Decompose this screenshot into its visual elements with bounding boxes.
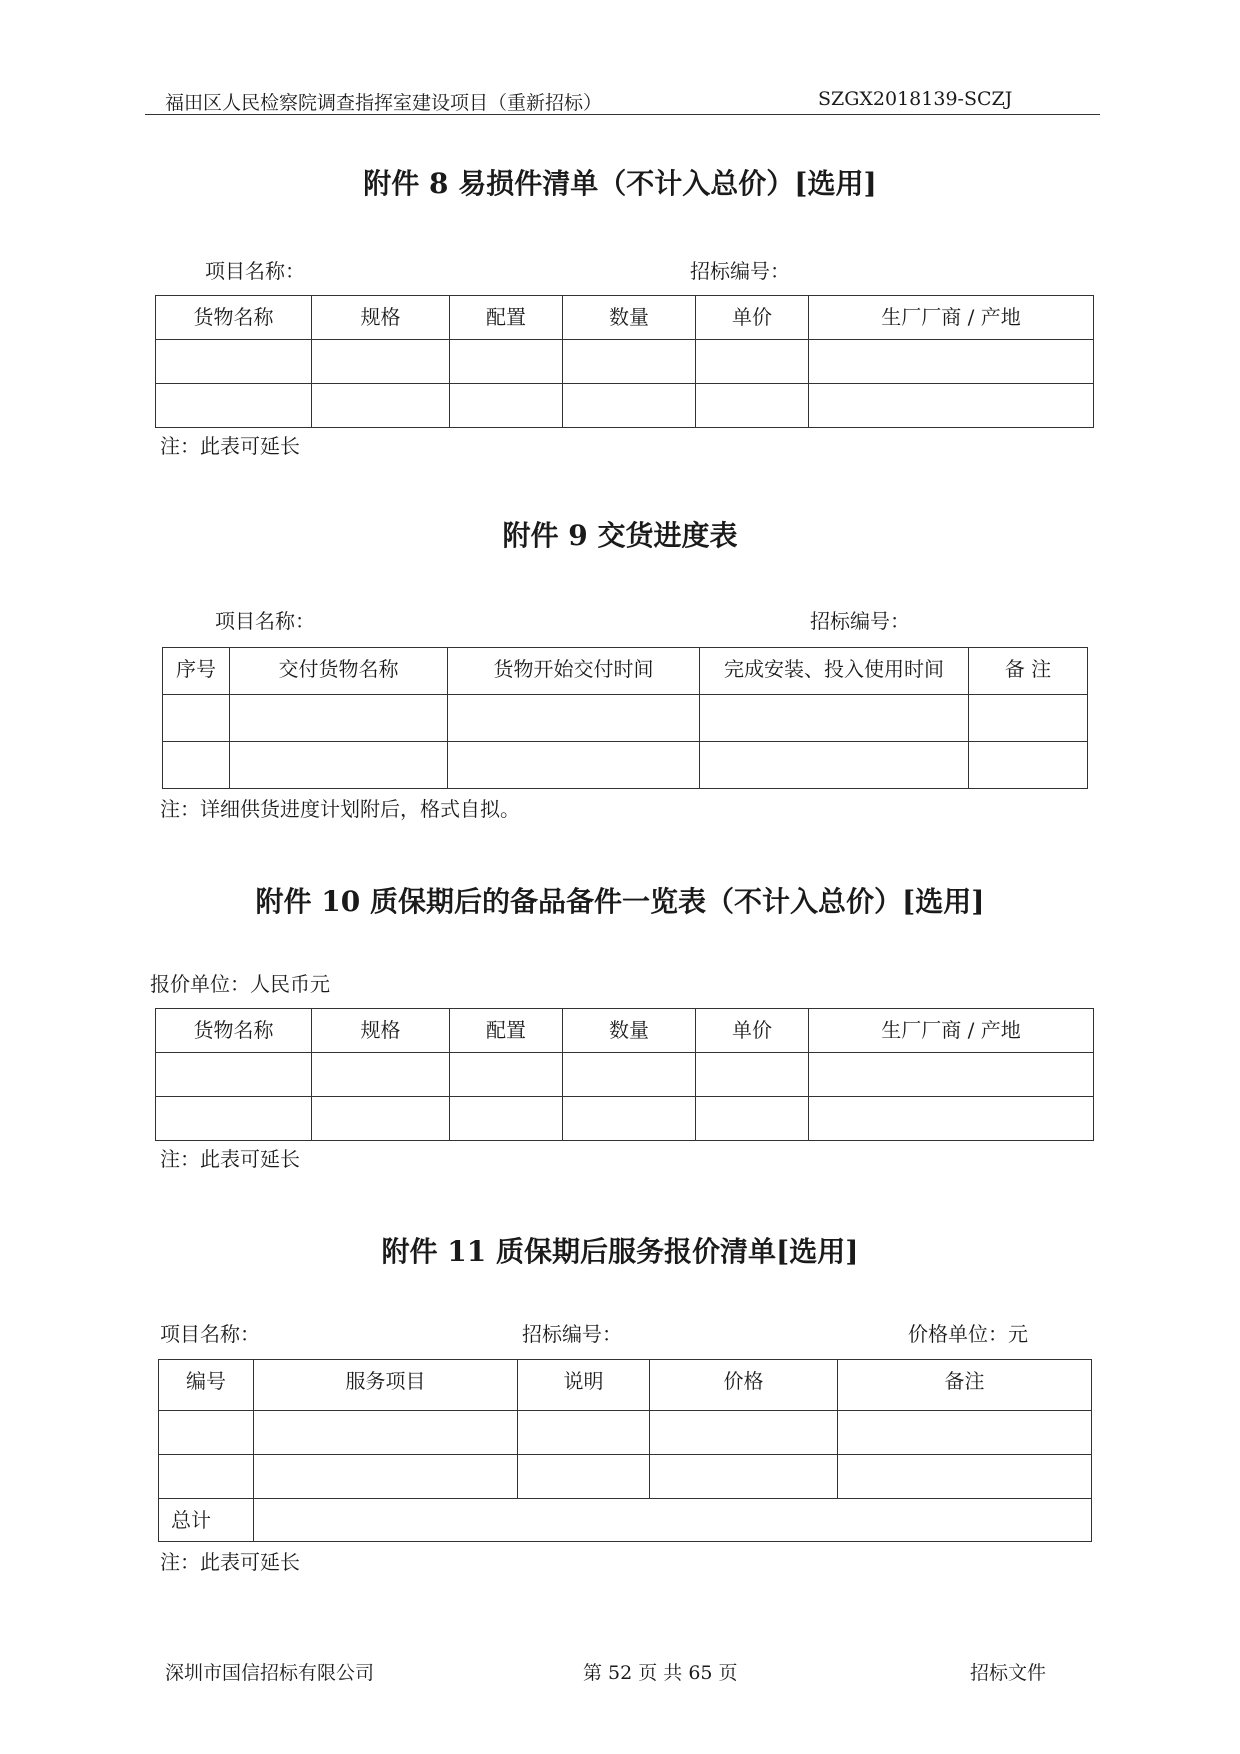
section9-table: [162, 647, 1088, 789]
table-cell[interactable]: [696, 340, 809, 384]
section10-currency-label: 报价单位：人民币元: [150, 972, 330, 996]
table-cell[interactable]: [969, 695, 1088, 742]
header-project-name: 福田区人民检察院调查指挥室建设项目（重新招标）: [165, 92, 603, 114]
section11-price-unit-label: 价格单位：元: [908, 1322, 1028, 1346]
section8-table: [155, 295, 1094, 428]
table-cell[interactable]: [838, 1455, 1092, 1499]
column-header: 服务项目: [254, 1360, 518, 1411]
section8-title: 附件 8 易损件清单（不计入总价）[选用]: [363, 167, 877, 200]
table-cell[interactable]: [230, 742, 448, 789]
footer-page-number: 第 52 页 共 65 页: [583, 1662, 738, 1684]
table-cell[interactable]: [312, 1053, 450, 1097]
table-cell[interactable]: [650, 1411, 838, 1455]
table-cell[interactable]: [700, 695, 969, 742]
table-cell[interactable]: [563, 384, 696, 428]
total-value-cell[interactable]: [254, 1499, 1092, 1542]
table-cell[interactable]: [450, 340, 563, 384]
table-row: [159, 1411, 1092, 1455]
section9-title: 附件 9 交货进度表: [502, 519, 738, 552]
column-header: 序号: [163, 648, 230, 695]
section9-project-label: 项目名称：: [215, 609, 315, 633]
table-cell[interactable]: [448, 695, 700, 742]
table-row: [156, 1097, 1094, 1141]
total-label: 总计: [159, 1499, 254, 1542]
column-header: 价格: [650, 1360, 838, 1411]
total-row: [159, 1499, 1092, 1542]
footer-company: 深圳市国信招标有限公司: [165, 1662, 375, 1684]
column-header: 规格: [312, 296, 450, 340]
table-cell[interactable]: [696, 384, 809, 428]
section9-bid-label: 招标编号：: [810, 609, 910, 633]
table-cell[interactable]: [450, 1053, 563, 1097]
section8-project-label: 项目名称：: [205, 259, 305, 283]
table-cell[interactable]: [838, 1411, 1092, 1455]
section11-table: [158, 1359, 1092, 1542]
table-cell[interactable]: [696, 1097, 809, 1141]
table-cell[interactable]: [156, 1097, 312, 1141]
table-cell[interactable]: [696, 1053, 809, 1097]
table-cell[interactable]: [650, 1455, 838, 1499]
table-cell[interactable]: [254, 1455, 518, 1499]
table-cell[interactable]: [163, 695, 230, 742]
table-cell[interactable]: [809, 340, 1094, 384]
table-cell[interactable]: [156, 384, 312, 428]
table-cell[interactable]: [448, 742, 700, 789]
column-header: 编号: [159, 1360, 254, 1411]
column-header: 配置: [450, 1009, 563, 1053]
table-header-row: [156, 296, 1094, 340]
table-cell[interactable]: [159, 1455, 254, 1499]
table-cell[interactable]: [230, 695, 448, 742]
table-header-row: [156, 1009, 1094, 1053]
table-cell[interactable]: [518, 1455, 650, 1499]
table-row: [163, 695, 1088, 742]
section9-note: 注：详细供货进度计划附后，格式自拟。: [160, 797, 520, 821]
table-header-row: [163, 648, 1088, 695]
table-cell[interactable]: [163, 742, 230, 789]
column-header: 交付货物名称: [230, 648, 448, 695]
table-cell[interactable]: [312, 384, 450, 428]
section8-bid-label: 招标编号：: [690, 259, 790, 283]
table-cell[interactable]: [450, 384, 563, 428]
table-cell[interactable]: [563, 1053, 696, 1097]
table-cell[interactable]: [254, 1411, 518, 1455]
column-header: 说明: [518, 1360, 650, 1411]
footer-doc-type: 招标文件: [970, 1662, 1047, 1684]
table-header-row: [159, 1360, 1092, 1411]
table-row: [159, 1455, 1092, 1499]
table-cell[interactable]: [563, 340, 696, 384]
column-header: 单价: [696, 1009, 809, 1053]
table-cell[interactable]: [156, 1053, 312, 1097]
table-cell[interactable]: [450, 1097, 563, 1141]
column-header: 生厂厂商 / 产地: [809, 296, 1094, 340]
table-cell[interactable]: [312, 340, 450, 384]
section11-title: 附件 11 质保期后服务报价清单[选用]: [381, 1235, 859, 1268]
section10-title: 附件 10 质保期后的备品备件一览表（不计入总价）[选用]: [255, 885, 985, 918]
column-header: 完成安装、投入使用时间: [700, 648, 969, 695]
table-row: [163, 742, 1088, 789]
table-row: [156, 384, 1094, 428]
section8-note: 注：此表可延长: [160, 434, 300, 458]
section11-bid-label: 招标编号：: [522, 1322, 622, 1346]
section10-note: 注：此表可延长: [160, 1147, 300, 1171]
table-cell[interactable]: [969, 742, 1088, 789]
column-header: 数量: [563, 296, 696, 340]
column-header: 配置: [450, 296, 563, 340]
column-header: 备注: [838, 1360, 1092, 1411]
table-cell[interactable]: [700, 742, 969, 789]
section11-note: 注：此表可延长: [160, 1550, 300, 1574]
table-row: [156, 340, 1094, 384]
column-header: 单价: [696, 296, 809, 340]
table-cell[interactable]: [563, 1097, 696, 1141]
column-header: 货物名称: [156, 296, 312, 340]
column-header: 规格: [312, 1009, 450, 1053]
column-header: 货物名称: [156, 1009, 312, 1053]
table-cell[interactable]: [159, 1411, 254, 1455]
column-header: 生厂厂商 / 产地: [809, 1009, 1094, 1053]
table-cell[interactable]: [156, 340, 312, 384]
column-header: 数量: [563, 1009, 696, 1053]
table-cell[interactable]: [809, 1053, 1094, 1097]
table-row: [156, 1053, 1094, 1097]
section11-project-label: 项目名称：: [160, 1322, 260, 1346]
table-cell[interactable]: [518, 1411, 650, 1455]
header-rule: [145, 114, 1100, 115]
table-cell[interactable]: [809, 384, 1094, 428]
section10-table: [155, 1008, 1094, 1141]
column-header: 货物开始交付时间: [448, 648, 700, 695]
table-cell[interactable]: [809, 1097, 1094, 1141]
header-project-code: SZGX2018139-SCZJ: [818, 88, 1013, 110]
table-cell[interactable]: [312, 1097, 450, 1141]
column-header: 备 注: [969, 648, 1088, 695]
